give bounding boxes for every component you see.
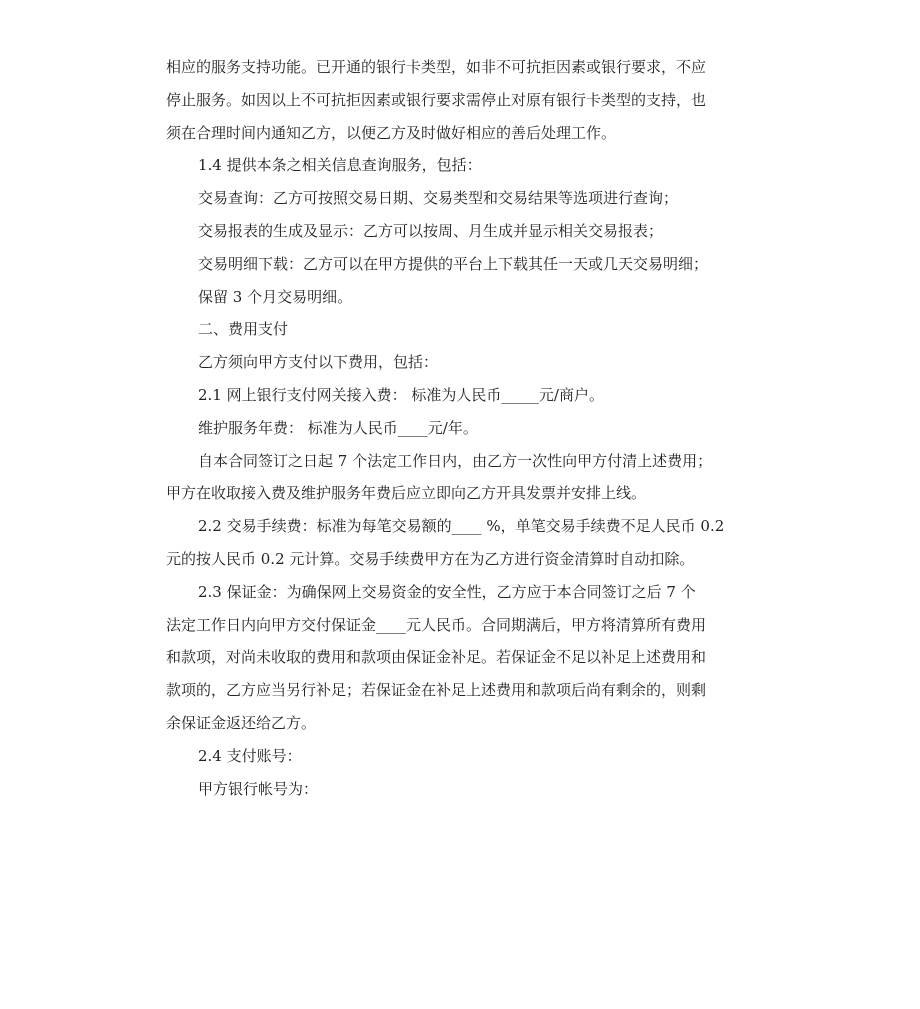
paragraph-line: 甲方在收取接入费及维护服务年费后应立即向乙方开具发票并安排上线。 (166, 484, 647, 503)
paragraph-line: 交易报表的生成及显示：乙方可以按周、月生成并显示相关交易报表； (198, 221, 664, 240)
section-heading-2-1: 2.1 网上银行支付网关接入费： 标准为人民币_____元/商户。 (198, 385, 604, 404)
document-body (166, 51, 756, 805)
paragraph-line: 交易查询：乙方可按照交易日期、交易类型和交易结果等选项进行查询； (198, 189, 679, 208)
section-heading-2-3: 2.3 保证金：为确保网上交易资金的安全性，乙方应于本合同签订之后 7 个 (198, 582, 696, 601)
paragraph-line: 余保证金返还给乙方。 (166, 713, 317, 732)
section-heading-1-4: 1.4 提供本条之相关信息查询服务，包括： (198, 156, 482, 175)
paragraph-line: 甲方银行帐号为： (198, 779, 319, 798)
section-heading-2-2: 2.2 交易手续费：标准为每笔交易额的____ %，单笔交易手续费不足人民币 0.2 (198, 517, 725, 536)
paragraph-line: 法定工作日内向甲方交付保证金____元人民币。合同期满后，甲方将清算所有费用 (166, 615, 707, 634)
paragraph-line: 交易明细下载：乙方可以在甲方提供的平台上下载其任一天或几天交易明细； (198, 254, 709, 273)
paragraph-line: 相应的服务支持功能。已开通的银行卡类型，如非不可抗拒因素或银行要求，不应 (166, 58, 707, 76)
paragraph-line: 维护服务年费： 标准为人民币____元/年。 (198, 418, 478, 437)
paragraph-line: 元的按人民币 0.2 元计算。交易手续费甲方在为乙方进行资金清算时自动扣除。 (166, 549, 695, 568)
paragraph-line: 乙方须向甲方支付以下费用，包括： (198, 353, 439, 372)
section-heading-2-4: 2.4 支付账号： (198, 746, 302, 765)
paragraph-line: 和款项，对尚未收取的费用和款项由保证金补足。若保证金不足以补足上述费用和 (166, 648, 707, 667)
paragraph-line: 停止服务。如因以上不可抗拒因素或银行要求需停止对原有银行卡类型的支持，也 (166, 90, 707, 109)
paragraph-line: 须在合理时间内通知乙方，以便乙方及时做好相应的善后处理工作。 (166, 123, 617, 142)
paragraph-line: 保留 3 个月交易明细。 (198, 287, 353, 306)
paragraph-line: 款项的，乙方应当另行补足；若保证金在补足上述费用和款项后尚有剩余的，则剩 (166, 681, 707, 700)
section-heading-fees: 二、费用支付 (198, 320, 289, 339)
paragraph-line: 自本合同签订之日起 7 个法定工作日内，由乙方一次性向甲方付清上述费用； (198, 451, 713, 470)
